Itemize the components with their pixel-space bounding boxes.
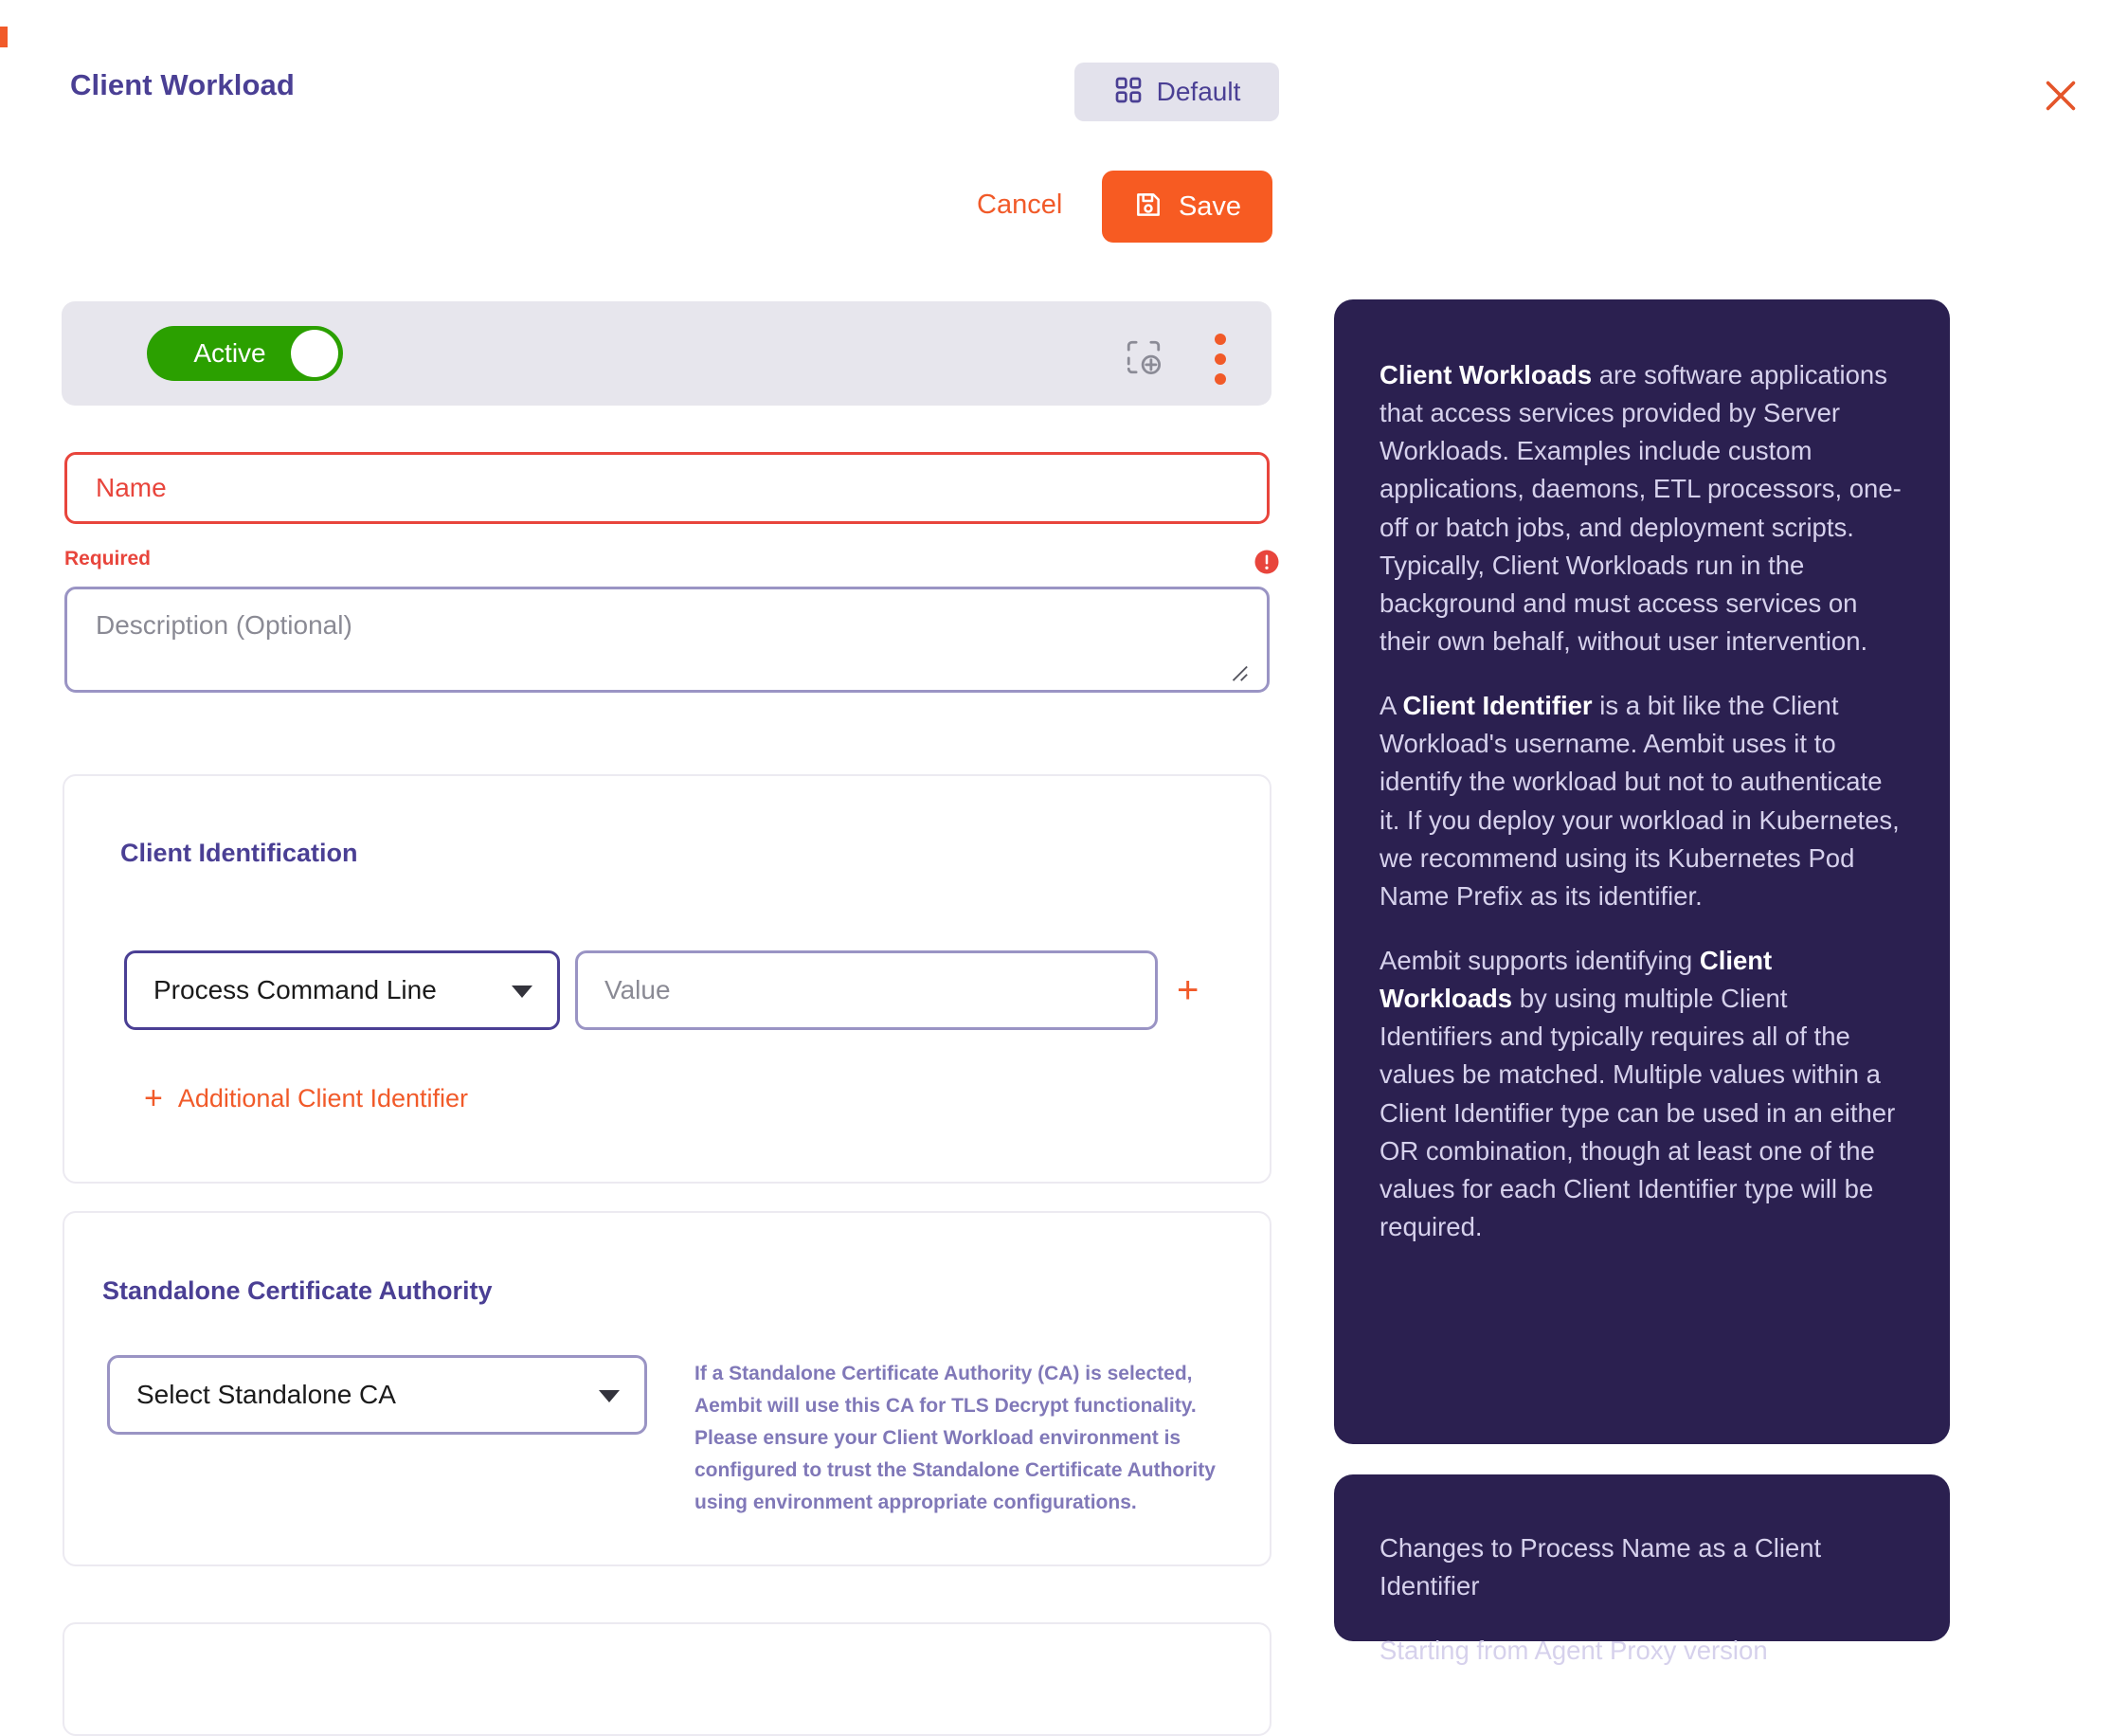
kebab-dot <box>1215 373 1226 385</box>
active-toggle-label: Active <box>193 338 266 368</box>
additional-client-identifier-label: Additional Client Identifier <box>177 1083 469 1112</box>
client-identifier-type-value: Process Command Line <box>153 975 437 1004</box>
cancel-button[interactable]: Cancel <box>977 190 1063 220</box>
standalone-ca-select-value: Select Standalone CA <box>136 1380 396 1409</box>
save-button-label: Save <box>1178 190 1242 222</box>
next-section-card <box>63 1622 1271 1736</box>
info-p2-lead: A <box>1380 691 1403 721</box>
plus-icon: + <box>144 1080 163 1116</box>
standalone-ca-select[interactable] <box>107 1355 647 1435</box>
error-icon <box>1253 548 1281 581</box>
add-to-group-icon[interactable] <box>1124 337 1163 382</box>
info-panel-secondary <box>1334 1474 1950 1666</box>
client-identifier-type-select[interactable] <box>124 950 560 1030</box>
info-p3-lead: Aembit supports identifying <box>1380 945 1700 975</box>
info-p1-bold: Client Workloads <box>1380 360 1593 389</box>
add-client-identifier-value-button[interactable]: + <box>1177 969 1199 1011</box>
status-bar <box>62 301 1271 406</box>
info-p3-rest: by using multiple Client Identifiers and typically requires all of the values be matched. Multiple values within a Client Identifier type can be used in an either OR combination, though at least one of the values for each Client Identifier type will be required. <box>1380 984 1896 1241</box>
info-panel-primary <box>1334 299 1950 1444</box>
info-panel-secondary-title: Changes to Process Name as a Client Identifier <box>1380 1533 1822 1601</box>
chevron-down-icon <box>599 1380 620 1410</box>
page-title: Client Workload <box>70 68 295 101</box>
info-p2-bold: Client Identifier <box>1402 691 1593 721</box>
more-options-icon[interactable] <box>1203 328 1237 390</box>
info-paragraph-1 <box>1380 356 1904 660</box>
grid-icon <box>1113 75 1144 110</box>
info-panel-secondary-body: Starting from Agent Proxy version <box>1380 1636 1768 1666</box>
additional-client-identifier-button[interactable] <box>144 1082 468 1114</box>
info-p2-rest: is a bit like the Client Workload's username. Aembit uses it to identify the workload but not to authenticate it. If you deploy your workload in Kubernetes, we recommend using its Kubernetes Pod Name Prefix as its identifier. <box>1380 691 1900 911</box>
edge-indicator <box>0 27 8 47</box>
resize-handle-icon[interactable] <box>1228 661 1249 688</box>
info-paragraph-3 <box>1380 942 1904 1246</box>
save-button[interactable] <box>1102 171 1272 243</box>
toggle-knob <box>291 330 338 377</box>
active-toggle[interactable] <box>147 326 343 381</box>
default-badge-label: Default <box>1156 77 1241 106</box>
floppy-disk-icon <box>1133 190 1163 225</box>
status-bar-icons <box>1124 328 1237 390</box>
default-badge[interactable] <box>1074 63 1279 121</box>
info-paragraph-2 <box>1380 687 1904 915</box>
info-p3-bold: Client Workloads <box>1380 945 1773 1014</box>
kebab-dot <box>1215 334 1226 345</box>
close-icon[interactable] <box>2039 74 2083 118</box>
info-p1-rest: are software applications that access services provided by Server Workloads. Examples include custom applications, daemons, ETL processors, one-off or batch jobs, and deployment scripts. Typically, Client Workloads run in the background and must access services on their own behalf, without user intervention. <box>1380 360 1902 656</box>
name-input[interactable] <box>64 452 1270 524</box>
standalone-ca-helper-text: If a Standalone Certificate Authority (CA) is selected, Aembit will use this CA for TLS Decrypt functionality. Please ensure your Client Workload environment is configured to trust the Standalone Certificate Authority using environment appropriate configurations. <box>694 1363 1216 1514</box>
name-required-label: Required <box>64 548 152 570</box>
standalone-ca-title: Standalone Certificate Authority <box>102 1276 493 1305</box>
chevron-down-icon <box>512 975 532 1005</box>
kebab-dot <box>1215 353 1226 365</box>
description-input[interactable] <box>64 587 1270 693</box>
client-identifier-value-input[interactable] <box>575 950 1158 1030</box>
client-identification-title: Client Identification <box>120 839 358 867</box>
